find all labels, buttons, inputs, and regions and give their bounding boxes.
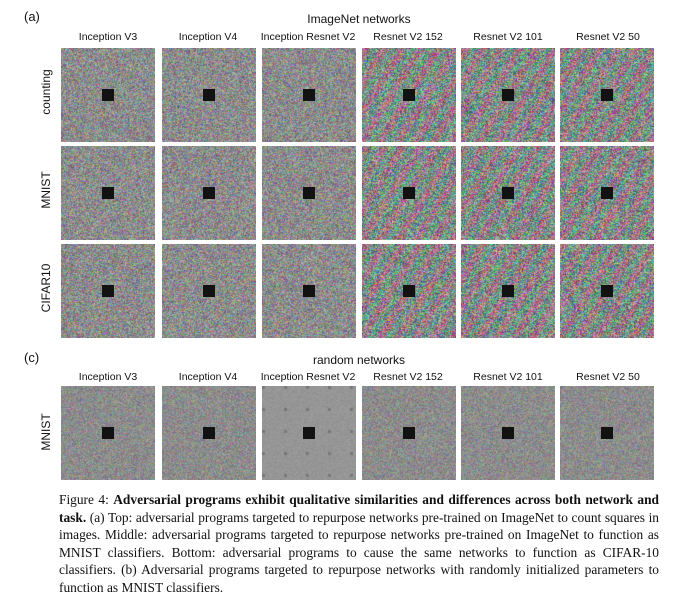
column-label: Resnet V2 101 <box>473 31 543 43</box>
row-label-cifar10: CIFAR10 <box>39 263 53 313</box>
center-square <box>102 187 114 199</box>
adversarial-program-image <box>162 386 256 480</box>
adversarial-program-image <box>262 146 356 240</box>
panel-a-column-labels <box>60 31 660 45</box>
center-square <box>601 427 613 439</box>
adversarial-program-image <box>560 386 654 480</box>
column-label: Resnet V2 152 <box>373 371 443 383</box>
center-square <box>303 89 315 101</box>
panel-c-label: (c) <box>24 350 40 365</box>
adversarial-program-image <box>162 244 256 338</box>
adversarial-program-image <box>362 146 456 240</box>
center-square <box>403 89 415 101</box>
figure-caption <box>59 491 659 597</box>
center-square <box>303 427 315 439</box>
center-square <box>403 285 415 297</box>
panel-c-title: random networks <box>312 353 406 367</box>
adversarial-program-image <box>362 48 456 142</box>
center-square <box>601 89 613 101</box>
center-square <box>203 285 215 297</box>
column-label: Inception V4 <box>178 371 238 383</box>
adversarial-program-image <box>162 146 256 240</box>
center-square <box>102 89 114 101</box>
caption-prefix: Figure 4: <box>59 492 114 507</box>
adversarial-program-image <box>61 146 155 240</box>
column-label: Inception V3 <box>78 31 138 43</box>
center-square <box>203 187 215 199</box>
center-square <box>303 187 315 199</box>
row-label-mnist-random: MNIST <box>39 413 53 451</box>
center-square <box>601 285 613 297</box>
adversarial-program-image <box>560 244 654 338</box>
adversarial-program-image <box>262 386 356 480</box>
row-label-mnist: MNIST <box>39 171 53 209</box>
center-square <box>102 427 114 439</box>
adversarial-program-image <box>262 48 356 142</box>
adversarial-program-image <box>461 146 555 240</box>
adversarial-program-image <box>362 244 456 338</box>
center-square <box>403 187 415 199</box>
center-square <box>601 187 613 199</box>
column-label: Resnet V2 152 <box>373 31 443 43</box>
caption-bold: Adversarial programs exhibit qualitative similarities and differences across both network and task. <box>59 492 659 525</box>
adversarial-program-image <box>560 146 654 240</box>
center-square <box>502 427 514 439</box>
adversarial-program-image <box>61 48 155 142</box>
center-square <box>203 89 215 101</box>
center-square <box>203 427 215 439</box>
center-square <box>403 427 415 439</box>
column-label: Inception V3 <box>78 371 138 383</box>
adversarial-program-image <box>61 244 155 338</box>
adversarial-program-image <box>461 386 555 480</box>
column-label: Inception V4 <box>178 31 238 43</box>
column-label: Inception Resnet V2 <box>260 31 356 43</box>
adversarial-program-image <box>262 244 356 338</box>
center-square <box>502 285 514 297</box>
panel-c-column-labels <box>60 371 660 385</box>
adversarial-program-image <box>61 386 155 480</box>
center-square <box>102 285 114 297</box>
center-square <box>502 187 514 199</box>
column-label: Inception Resnet V2 <box>260 371 356 383</box>
caption-body: (a) Top: adversarial programs targeted to repurpose networks pre-trained on ImageNet to count squares in images. Middle: adversarial programs targeted to repurpose networks pre-trained on ImageNet to function as MNIST classifiers. Bottom: adversarial programs to cause the same networks to function as CIFAR-10 classifiers. (b) Adversarial programs targeted to repurpose networks with randomly initialized parameters to function as MNIST classifiers. <box>59 509 659 595</box>
center-square <box>303 285 315 297</box>
row-label-counting: counting <box>39 69 53 115</box>
adversarial-program-image <box>362 386 456 480</box>
adversarial-program-image <box>461 48 555 142</box>
panel-a-title: ImageNet networks <box>307 12 411 26</box>
center-square <box>502 89 514 101</box>
panel-a-label: (a) <box>24 9 40 24</box>
adversarial-program-image <box>560 48 654 142</box>
column-label: Resnet V2 50 <box>576 31 640 43</box>
column-label: Resnet V2 101 <box>473 371 543 383</box>
adversarial-program-image <box>162 48 256 142</box>
adversarial-program-image <box>461 244 555 338</box>
column-label: Resnet V2 50 <box>576 371 640 383</box>
